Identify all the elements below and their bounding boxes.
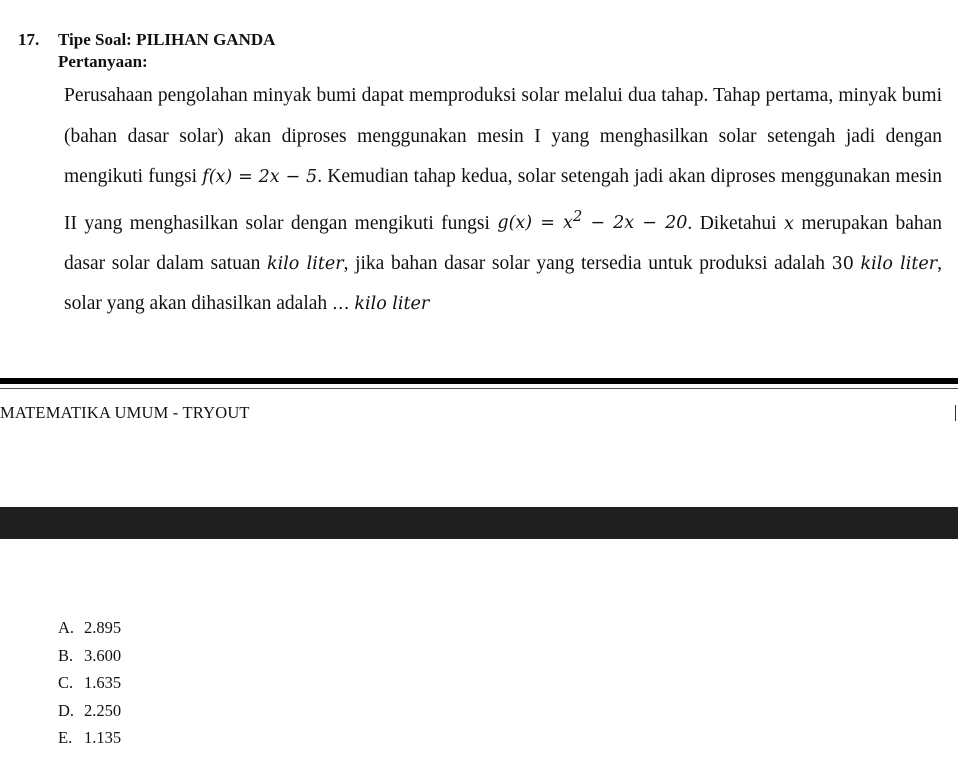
page-divider-thin: [0, 388, 958, 389]
page-footer-mark: [955, 405, 956, 421]
question-text-part: Perusahaan pengolahan minyak bumi dapat memproduksi solar melalui dua tahap. Tahap pertama, minyak bumi (bahan dasar solar) akan diproses menggunakan mesin I yang menghasilkan solar setengah jadi dengan mengikuti fungsi: [64, 85, 942, 187]
option-label: D.: [58, 700, 75, 720]
question-number: 17.: [18, 30, 40, 49]
option-d[interactable]: [58, 697, 121, 725]
option-e[interactable]: [58, 724, 121, 752]
question-text: [64, 76, 942, 325]
option-b[interactable]: [58, 642, 121, 670]
question-text-part: merupakan bahan dasar solar dalam satuan: [64, 212, 943, 274]
question-text-part: , solar yang akan dihasilkan adalah: [64, 252, 942, 315]
page-footer-title: MATEMATIKA UMUM - TRYOUT: [0, 403, 250, 422]
page-divider-thick: [0, 378, 958, 384]
amount-value: 30: [831, 253, 854, 274]
page-break-band: [0, 507, 958, 539]
option-value: 1.635: [84, 673, 122, 692]
question-header: [18, 30, 275, 50]
formula-g-part: − 2x − 20: [582, 213, 688, 234]
question-text-part: . Diketahui: [687, 212, 785, 234]
option-value: 3.600: [84, 645, 122, 665]
answer-options: [58, 614, 121, 752]
option-value: 1.135: [84, 728, 122, 747]
formula-g-exponent: 2: [572, 208, 583, 226]
formula-g: [497, 208, 688, 234]
question-text-part: , jika bahan dasar solar yang tersedia untuk produksi adalah: [343, 252, 832, 274]
option-value: 2.895: [84, 618, 122, 637]
question-section-label: Pertanyaan:: [58, 52, 148, 71]
unit-text: kilo liter: [860, 253, 938, 274]
option-c[interactable]: [58, 669, 121, 697]
ellipsis: …: [332, 294, 350, 315]
option-label: E.: [58, 728, 73, 747]
option-a[interactable]: [58, 614, 121, 642]
variable-x: x: [784, 213, 794, 234]
formula-g-part: g(x) = x: [497, 213, 573, 234]
option-value: 2.250: [84, 700, 122, 720]
formula-f: f(x) = 2x − 5: [202, 167, 318, 187]
unit-text: kilo liter: [267, 253, 344, 274]
question-type: Tipe Soal: PILIHAN GANDA: [58, 30, 276, 49]
unit-text: kilo liter: [354, 294, 430, 315]
option-label: B.: [58, 645, 74, 665]
question-text-part: . Kemudian tahap kedua, solar setengah jadi akan diproses menggunakan mesin II yang menghasilkan solar dengan mengikuti fungsi: [64, 166, 943, 234]
option-label: A.: [58, 618, 75, 637]
option-label: C.: [58, 673, 74, 692]
